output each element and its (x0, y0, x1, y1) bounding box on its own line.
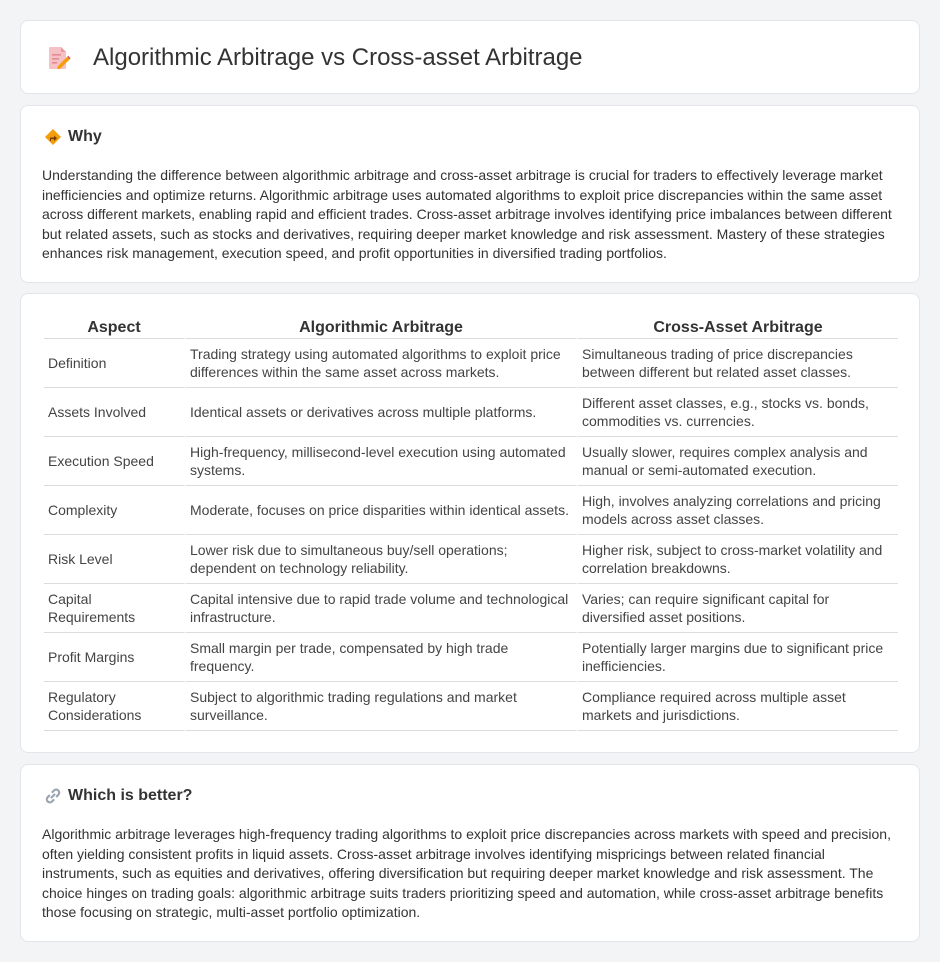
cross-asset-cell: Different asset classes, e.g., stocks vs. bonds, commodities vs. currencies. (578, 388, 898, 437)
table-row (44, 535, 898, 584)
table-row (44, 682, 898, 731)
cross-asset-cell: Potentially larger margins due to significant price inefficiencies. (578, 633, 898, 682)
header-cross-asset: Cross-Asset Arbitrage (578, 317, 898, 339)
algorithmic-cell: Identical assets or derivatives across multiple platforms. (186, 388, 578, 437)
algorithmic-cell: Capital intensive due to rapid trade volume and technological infrastructure. (186, 584, 578, 633)
table-row (44, 388, 898, 437)
cross-asset-cell: Simultaneous trading of price discrepancies between different but related asset classes. (578, 339, 898, 388)
algorithmic-cell: Lower risk due to simultaneous buy/sell operations; dependent on technology reliability. (186, 535, 578, 584)
aspect-cell: Regulatory Considerations (44, 682, 186, 731)
which-is-better-section (20, 764, 920, 942)
table-row (44, 633, 898, 682)
table-row (44, 437, 898, 486)
aspect-cell: Definition (44, 339, 186, 388)
better-header (44, 787, 192, 805)
better-heading: Which is better? (68, 787, 193, 804)
diamond-sign-icon (44, 128, 62, 146)
aspect-cell: Assets Involved (44, 388, 186, 437)
why-header (44, 128, 102, 146)
algorithmic-cell: Moderate, focuses on price disparities within identical assets. (186, 486, 578, 535)
table-row (44, 339, 898, 388)
document-pencil-icon (47, 45, 71, 71)
link-icon (44, 787, 62, 805)
algorithmic-cell: Trading strategy using automated algorithms to exploit price differences within the same asset across markets. (186, 339, 578, 388)
why-heading: Why (68, 128, 102, 145)
table-row (44, 584, 898, 633)
why-text: Understanding the difference between algorithmic arbitrage and cross-asset arbitrage is crucial for traders to effectively leverage market inefficiencies and optimize returns. Algorithmic arbitrage uses automated algorithms to exploit price discrepancies within the same asset across different markets, enabling rapid and efficient trades. Cross-asset arbitrage involves identifying price imbalances between different but related assets, such as stocks and derivatives, requiring deeper market knowledge and risk assessment. Mastery of these strategies enhances risk management, execution speed, and profit opportunities in diversified trading portfolios. (42, 167, 892, 261)
aspect-cell: Execution Speed (44, 437, 186, 486)
comparison-section (20, 293, 920, 753)
algorithmic-cell: Small margin per trade, compensated by high trade frequency. (186, 633, 578, 682)
cross-asset-cell: Compliance required across multiple asset markets and jurisdictions. (578, 682, 898, 731)
aspect-cell: Capital Requirements (44, 584, 186, 633)
table-header-row (44, 317, 898, 339)
algorithmic-cell: High-frequency, millisecond-level execution using automated systems. (186, 437, 578, 486)
comparison-table (44, 317, 898, 731)
title-row (47, 44, 583, 72)
title-card (20, 20, 920, 94)
aspect-cell: Risk Level (44, 535, 186, 584)
header-aspect: Aspect (44, 317, 186, 339)
aspect-cell: Profit Margins (44, 633, 186, 682)
cross-asset-cell: High, involves analyzing correlations and pricing models across asset classes. (578, 486, 898, 535)
header-algorithmic: Algorithmic Arbitrage (186, 317, 578, 339)
cross-asset-cell: Varies; can require significant capital for diversified asset positions. (578, 584, 898, 633)
algorithmic-cell: Subject to algorithmic trading regulations and market surveillance. (186, 682, 578, 731)
page-title: Algorithmic Arbitrage vs Cross-asset Arbitrage (93, 44, 583, 71)
aspect-cell: Complexity (44, 486, 186, 535)
table-row (44, 486, 898, 535)
cross-asset-cell: Higher risk, subject to cross-market volatility and correlation breakdowns. (578, 535, 898, 584)
better-text: Algorithmic arbitrage leverages high-frequency trading algorithms to exploit price discrepancies across markets with speed and precision, often yielding consistent profits in liquid assets. Cross-asset arbitrage involves identifying mispricings between related financial instruments, such as equities and derivatives, offering diversification but requiring deeper market knowledge and risk assessment. The choice hinges on trading goals: algorithmic arbitrage suits traders prioritizing speed and automation, while cross-asset arbitrage benefits those focusing on strategic, multi-asset portfolio optimization. (42, 826, 891, 920)
why-section (20, 105, 920, 283)
cross-asset-cell: Usually slower, requires complex analysis and manual or semi-automated execution. (578, 437, 898, 486)
